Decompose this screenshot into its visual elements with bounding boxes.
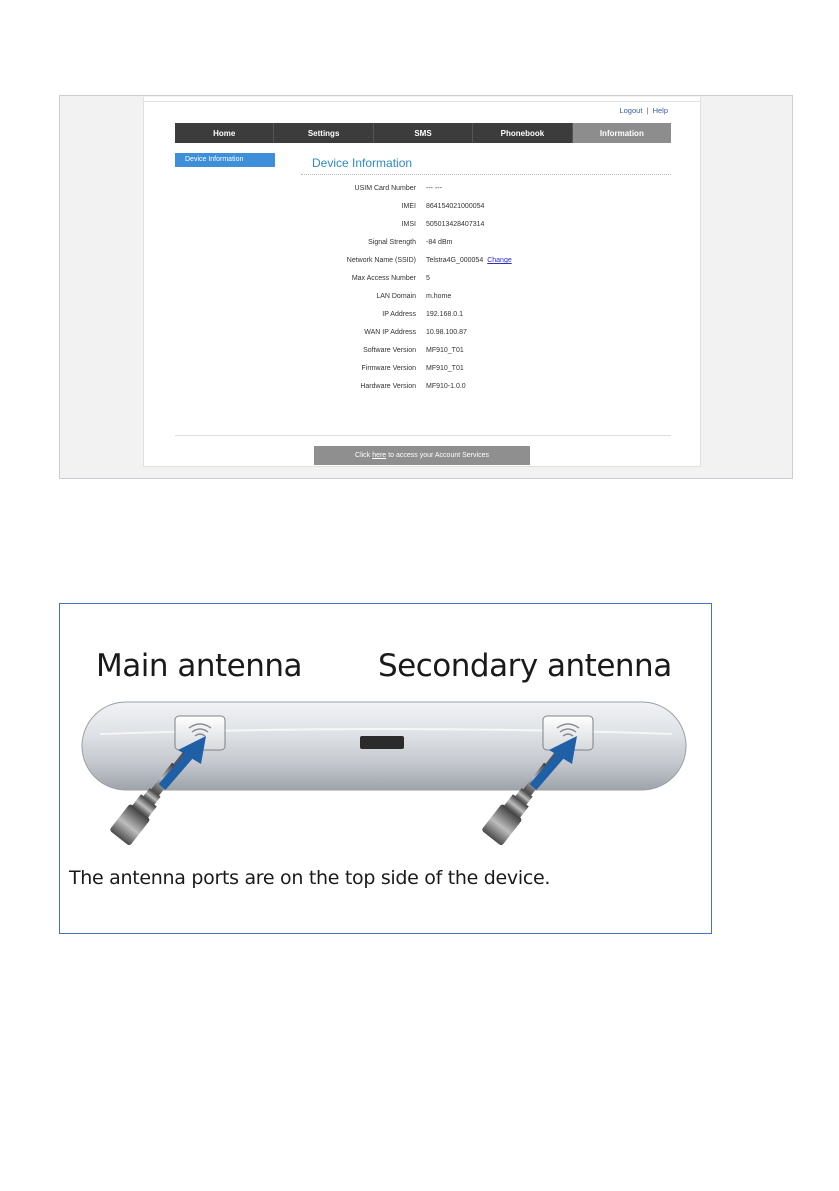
figure-caption: The antenna ports are on the top side of the device. xyxy=(69,867,551,889)
info-row-signal xyxy=(294,239,674,251)
info-value: MF910_T01 xyxy=(426,347,464,354)
main-nav xyxy=(175,123,671,143)
info-row-imsi xyxy=(294,221,674,233)
info-value: MF910_T01 xyxy=(426,365,464,372)
info-value: MF910-1.0.0 xyxy=(426,383,466,390)
account-services-button[interactable] xyxy=(314,446,530,465)
nav-settings[interactable]: Settings xyxy=(274,123,373,143)
link-separator: | xyxy=(646,106,649,115)
info-label: Max Access Number xyxy=(351,275,416,282)
info-label: USIM Card Number xyxy=(354,185,416,192)
info-row-firmware xyxy=(294,365,674,377)
info-row-ssid xyxy=(294,257,674,269)
secondary-antenna-label: Secondary antenna xyxy=(378,648,672,684)
help-link[interactable]: Help xyxy=(652,106,668,115)
divider xyxy=(144,101,700,102)
info-label: Firmware Version xyxy=(361,365,416,372)
sidebar-item-device-information[interactable]: Device Information xyxy=(175,153,275,167)
info-row-ip xyxy=(294,311,674,323)
ssid-value: Telstra4G_000054 xyxy=(426,257,484,264)
usb-port xyxy=(360,736,404,749)
info-row-lan-domain xyxy=(294,293,674,305)
bottom-divider xyxy=(175,435,671,436)
info-label: IMSI xyxy=(401,221,416,228)
info-value: m.home xyxy=(426,293,452,300)
nav-sms[interactable]: SMS xyxy=(374,123,473,143)
web-ui-panel xyxy=(143,97,701,467)
info-row-usim xyxy=(294,185,674,197)
info-label: LAN Domain xyxy=(376,293,416,300)
logout-link[interactable]: Logout xyxy=(619,106,643,115)
antenna-figure xyxy=(59,603,712,934)
change-ssid-link[interactable]: Change xyxy=(487,257,512,264)
info-value: 192.168.0.1 xyxy=(426,311,463,318)
title-divider xyxy=(301,174,671,175)
info-value: 505013428407314 xyxy=(426,221,485,228)
page-title: Device Information xyxy=(312,156,413,170)
account-button-prefix: Click xyxy=(355,452,371,459)
info-value: --- --- xyxy=(426,185,442,192)
info-row-hardware xyxy=(294,383,674,395)
info-label: Software Version xyxy=(363,347,416,354)
info-label: Network Name (SSID) xyxy=(346,257,416,264)
account-here-link[interactable]: here xyxy=(372,452,387,459)
info-row-software xyxy=(294,347,674,359)
info-value: 10.98.100.87 xyxy=(426,329,467,336)
info-row-imei xyxy=(294,203,674,215)
info-value: 864154021000054 xyxy=(426,203,485,210)
main-antenna-label: Main antenna xyxy=(96,648,303,684)
info-value: -84 dBm xyxy=(426,239,453,246)
web-ui-screenshot xyxy=(59,95,793,479)
nav-phonebook[interactable]: Phonebook xyxy=(473,123,572,143)
info-value: 5 xyxy=(426,275,430,282)
nav-home[interactable]: Home xyxy=(175,123,274,143)
info-label: IP Address xyxy=(382,311,416,318)
info-label: Hardware Version xyxy=(360,383,416,390)
top-links xyxy=(619,106,668,115)
info-row-wan-ip xyxy=(294,329,674,341)
info-label: Signal Strength xyxy=(368,239,416,246)
info-row-max-access xyxy=(294,275,674,287)
nav-information[interactable]: Information xyxy=(573,123,671,143)
info-label: WAN IP Address xyxy=(364,329,416,336)
info-value xyxy=(426,257,512,264)
account-button-suffix: to access your Account Services xyxy=(388,452,489,459)
info-label: IMEI xyxy=(401,203,416,210)
